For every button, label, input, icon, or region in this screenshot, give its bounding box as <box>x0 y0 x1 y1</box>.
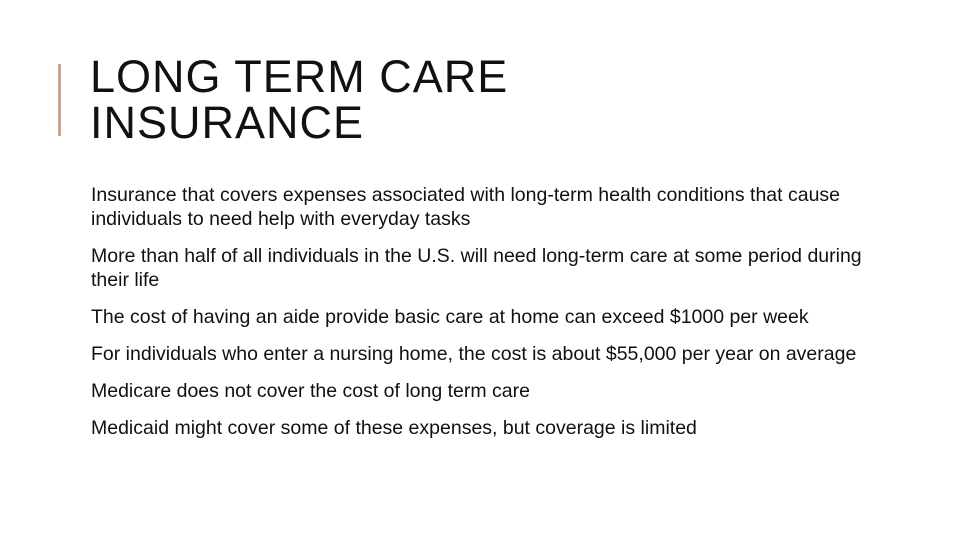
title-accent-bar <box>58 64 61 136</box>
slide-title: LONG TERM CARE INSURANCE <box>90 51 509 148</box>
bullet-item: For individuals who enter a nursing home, the cost is about $55,000 per year on average <box>91 343 857 365</box>
bullet-item: Medicare does not cover the cost of long term care <box>91 380 530 402</box>
bullet-item: The cost of having an aide provide basic care at home can exceed $1000 per week <box>91 306 809 328</box>
bullet-item: More than half of all individuals in the U.S. will need long-term care at some period during their life <box>91 245 862 291</box>
bullet-item: Medicaid might cover some of these expenses, but coverage is limited <box>91 417 697 439</box>
bullet-item: Insurance that covers expenses associated with long-term health conditions that cause individuals to need help with everyday tasks <box>91 184 841 230</box>
bullet-list <box>91 183 871 453</box>
